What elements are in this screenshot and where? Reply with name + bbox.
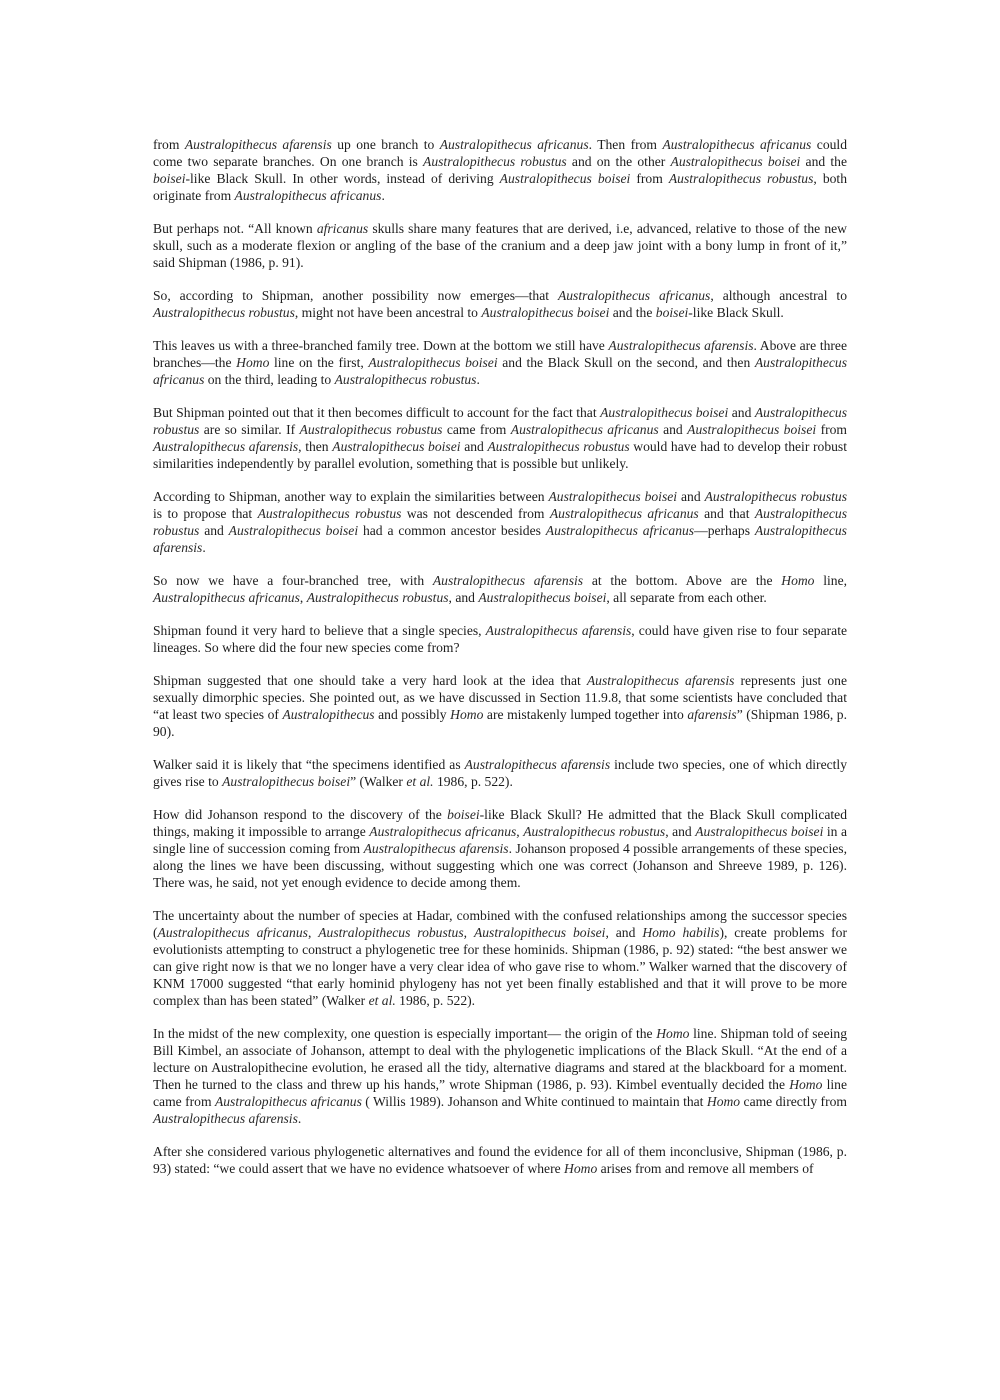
paragraph: Walker said it is likely that “the specimens identified as Australopithecus afarensis include two species, one of which directly gives rise to Australopithecus boisei” (Walker et al. 1986, p. 522). [153,757,847,789]
paragraph: But perhaps not. “All known africanus skulls share many features that are derived, i.e, advanced, relative to those of the new skull, such as a moderate flexion or angling of the base of the cranium and a deep jaw joint with a bony lump in front of it,” said Shipman (1986, p. 91). [153,221,847,270]
paragraph: In the midst of the new complexity, one question is especially important— the origin of the Homo line. Shipman told of seeing Bill Kimbel, an associate of Johanson, attempt to deal with the phylogenetic implications of the Black Skull. “At the end of a lecture on Australopithecine evolution, he erased all the tidy, alternative diagrams and stared at the blackboard for a moment. Then he turned to the class and threw up his hands,” wrote Shipman (1986, p. 93). Kimbel eventually decided the Homo line came from Australopithecus africanus ( Willis 1989). Johanson and White continued to maintain that Homo came directly from Australopithecus afarensis. [153,1026,847,1126]
paragraph: Shipman suggested that one should take a very hard look at the idea that Australopithecus afarensis represents just one sexually dimorphic species. She pointed out, as we have discussed in Section 11.9.8, that some scientists have concluded that “at least two species of Australopithecus and possibly Homo are mistakenly lumped together into afarensis” (Shipman 1986, p. 90). [153,673,847,739]
paragraph: This leaves us with a three-branched family tree. Down at the bottom we still have Australopithecus afarensis. Above are three branches—the Homo line on the first, Australopithecus boisei and the Black Skull on the second, and then Australopithecus africanus on the third, leading to Australopithecus robustus. [153,338,848,387]
paragraph: How did Johanson respond to the discovery of the boisei-like Black Skull? He admitted that the Black Skull complicated things, making it impossible to arrange Australopithecus africanus, Australopithecus robustus, and Australopithecus boisei in a single line of succession coming from Australopithecus afarensis. Johanson proposed 4 possible arrangements of these species, along the lines we have been discussing, without suggesting which one was correct (Johanson and Shreeve 1989, p. 126). There was, he said, not yet enough evidence to decide among them. [153,807,848,890]
paragraph: Shipman found it very hard to believe that a single species, Australopithecus afarensis, could have given rise to four separate lineages. So where did the four new species come from? [153,623,847,655]
paragraph: The uncertainty about the number of species at Hadar, combined with the confused relationships among the successor species (Australopithecus africanus, Australopithecus robustus, Australopithecus boisei, and Homo habilis), create problems for evolutionists attempting to construct a phylogenetic tree for these hominids. Shipman (1986, p. 92) stated: “the best answer we can give right now is that we no longer have a very clear idea of who gave rise to whom.” Walker warned that the discovery of KNM 17000 suggested “that early hominid phylogeny has not yet been finally established and that it will prove to be more complex than has been stated” (Walker et al. 1986, p. 522). [153,908,848,1008]
paragraph: So, according to Shipman, another possibility now emerges—that Australopithecus africanus, although ancestral to Australopithecus robustus, might not have been ancestral to Australopithecus boisei and the boisei-like Black Skull. [153,288,847,320]
paragraph: After she considered various phylogenetic alternatives and found the evidence for all of them inconclusive, Shipman (1986, p. 93) stated: “we could assert that we have no evidence whatsoever of where Homo arises from and remove all members of [153,1144,847,1176]
paragraph: So now we have a four-branched tree, with Australopithecus afarensis at the bottom. Above are the Homo line, Australopithecus africanus, Australopithecus robustus, and Australopithecus boisei, all separate from each other. [153,573,848,605]
paragraph: But Shipman pointed out that it then becomes difficult to account for the fact that Australopithecus boisei and Australopithecus robustus are so similar. If Australopithecus robustus came from Australopithecus africanus and Australopithecus boisei from Australopithecus afarensis, then Australopithecus boisei and Australopithecus robustus would have had to develop their robust similarities independently by parallel evolution, something that is possible but unlikely. [153,405,848,471]
document-page [153,136,847,1193]
paragraph: from Australopithecus afarensis up one branch to Australopithecus africanus. Then from Australopithecus africanus could come two separate branches. On one branch is Australopithecus robustus and on the other Australopithecus boisei and the boisei-like Black Skull. In other words, instead of deriving Australopithecus boisei from Australopithecus robustus, both originate from Australopithecus africanus. [153,137,847,203]
paragraph: According to Shipman, another way to explain the similarities between Australopithecus boisei and Australopithecus robustus is to propose that Australopithecus robustus was not descended from Australopithecus africanus and that Australopithecus robustus and Australopithecus boisei had a common ancestor besides Australopithecus africanus—perhaps Australopithecus afarensis. [153,489,848,555]
